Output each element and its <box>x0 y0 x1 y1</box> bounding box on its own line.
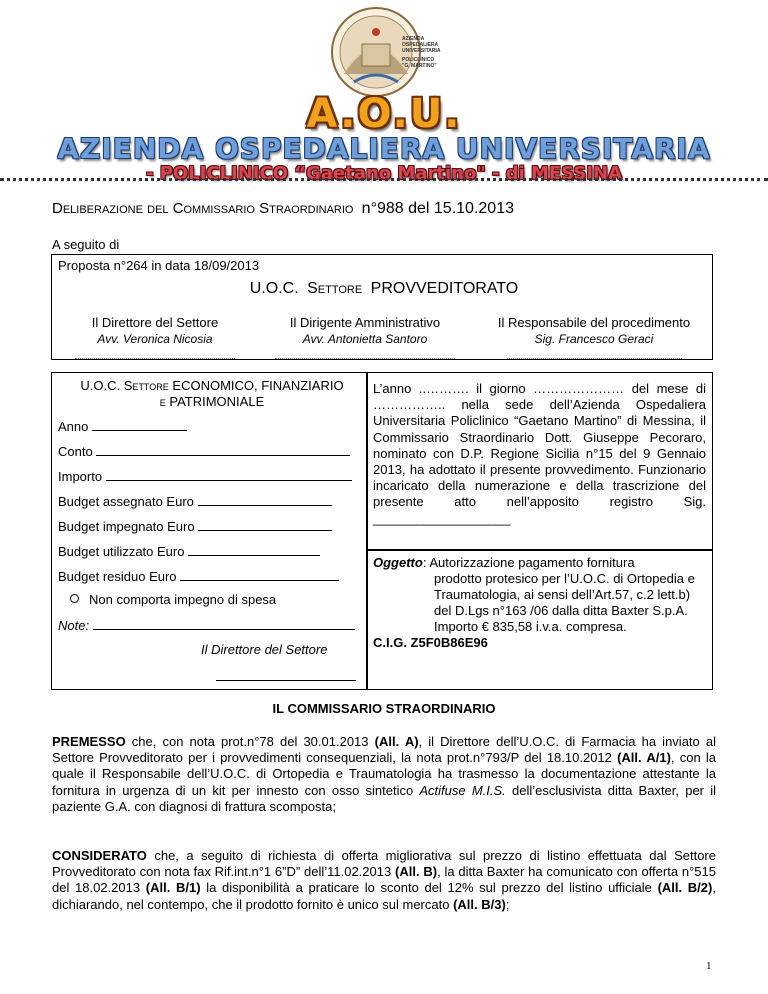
signatory-name: Avv. Antonietta Santoro <box>302 332 428 346</box>
finance-title-part: U.O.C. <box>80 378 121 393</box>
paragraph-text: , la ditta Baxter ha comunicato con offerta n°515 del 18.02.2013 <box>52 864 716 896</box>
paragraph-text: , il Direttore dell’U.O.C. di Farmacia ha inviato al Settore Provveditorato per i provvedimenti consequenziali, la nota prot.n°793/P del 18.10.2012 <box>52 734 716 766</box>
finance-director-signature-line <box>216 680 356 681</box>
paragraph-text: , con la quale il Responsabile dell’U.O.C. di Ortopedia e Traumatologia ha trasmesso la documentazione attestante la fornitura in urgenza di un kit per innesto con osso sintetico <box>52 750 716 798</box>
subject-block <box>373 555 706 651</box>
hospital-subtitle: - POLICLINICO “Gaetano Martino" - di MESSINA <box>145 163 623 184</box>
field-blank <box>180 568 339 581</box>
paragraph-lead: CONSIDERATO <box>52 848 147 863</box>
subject-divider <box>366 549 713 551</box>
field-note <box>58 617 355 633</box>
deliberation-number: n°988 del 15.10.2013 <box>361 200 514 217</box>
office-name: PROVVEDITORATO <box>370 280 519 297</box>
body-heading: IL COMMISSARIO STRAORDINARIO <box>272 701 496 716</box>
field-anno <box>58 418 187 434</box>
deliberation-title: Deliberazione del Commissario Straordinario <box>52 200 354 217</box>
field-budget-impegnato <box>58 518 332 534</box>
field-budget-residuo <box>58 568 339 584</box>
subject-line: : Autorizzazione pagamento fornitura <box>422 555 635 570</box>
paragraph-text: che, a seguito di richiesta di offerta migliorativa sul prezzo di listino effettuata dal Settore Provveditorato con nota fax Rif.int.n°1 6”D” dell’11.02.2013 <box>52 848 716 880</box>
seal-line: UNIVERSITARIA <box>402 48 441 54</box>
signature-line <box>275 358 455 359</box>
adoption-text: L’anno ..………. il giorno ………………… del mese di …………….. nella sede dell’Azienda Ospedaliera Universitaria Policlinico “Gaetano Martino” di Messina, il Commissario Straordinario Dott. Giuseppe Pecoraro, nominato con D.P. Regione Sicilia n°15 del 9 Gennaio 2013, ha adottato il presente provvedimento. Funzionario incaricato della numerazione e della trascrizione del presente atto nell’apposito registro Sig. ___________________ <box>373 381 706 526</box>
field-blank <box>93 617 355 630</box>
signatory-manager <box>260 315 470 359</box>
signature-line <box>507 358 682 359</box>
page-number: 1 <box>706 960 712 972</box>
signature-line <box>75 358 235 359</box>
field-blank <box>96 443 350 456</box>
finance-title-part: e <box>159 394 166 409</box>
attachment-ref: (All. A) <box>374 734 419 749</box>
field-label: Budget residuo Euro <box>58 569 177 584</box>
finance-title-part: Settore <box>123 378 169 393</box>
paragraph-lead: PREMESSO <box>52 734 126 749</box>
attachment-ref: (All. B/1) <box>145 880 201 896</box>
paragraph-considerato <box>52 848 716 913</box>
following-label: A seguito di <box>52 237 120 252</box>
paragraph-text: , dichiarando, nel contempo, che il prodotto fornito è unico sul mercato <box>52 880 716 912</box>
office-sector: Settore <box>307 280 363 297</box>
option-no-commitment[interactable] <box>70 592 276 607</box>
finance-section-title <box>58 378 366 410</box>
paragraph-text: che, con nota prot.n°78 del 30.01.2013 <box>125 734 375 749</box>
attachment-ref: (All. A/1) <box>617 750 671 766</box>
subject-label: Oggetto <box>373 555 423 570</box>
subject-amount: Importo € 835,58 i.v.a. compresa. <box>434 619 627 634</box>
radio-circle-icon[interactable] <box>70 594 79 603</box>
paragraph-text: dell’esclusivista ditta Baxter, per il paziente G.A. con diagnosi di frattura scomposta; <box>52 782 716 814</box>
hospital-name: AZIENDA OSPEDALIERA UNIVERSITARIA <box>57 132 711 165</box>
finance-title-part: ECONOMICO, FINANZIARIO <box>172 378 344 393</box>
seal-line: OSPEDALIERA <box>402 42 439 48</box>
field-label: Note: <box>58 618 90 633</box>
field-blank <box>106 468 352 481</box>
field-blank <box>198 518 332 531</box>
deliberation-heading <box>52 200 514 218</box>
signatory-name: Avv. Veronica Nicosia <box>97 332 213 346</box>
seal-caption <box>402 36 441 69</box>
signatory-role: Il Direttore del Settore <box>91 315 219 330</box>
signatory-role: Il Responsabile del procedimento <box>497 315 691 330</box>
product-name: Actifuse M.I.S. <box>419 782 506 798</box>
attachment-ref: (All. B) <box>395 864 438 880</box>
signatory-responsible <box>478 315 710 359</box>
office-prefix: U.O.C. <box>249 280 299 297</box>
option-label: Non comporta impegno di spesa <box>89 592 277 607</box>
paragraph-text: ; <box>505 896 510 912</box>
field-label: Conto <box>58 444 93 459</box>
field-conto <box>58 443 350 459</box>
field-label: Budget impegnato Euro <box>58 519 195 534</box>
column-divider <box>366 372 368 690</box>
field-blank <box>188 543 320 556</box>
seal-line: AZIENDA <box>402 36 425 42</box>
subject-cig: C.I.G. Z5F0B86E96 <box>373 635 488 650</box>
field-label: Anno <box>58 419 89 434</box>
field-budget-assegnato <box>58 493 332 509</box>
signatory-name: Sig. Francesco Geraci <box>534 332 654 346</box>
field-label: Importo <box>58 469 103 484</box>
office-title <box>0 280 768 298</box>
field-budget-utilizzato <box>58 543 320 559</box>
paragraph-text: la disponibilità a praticare lo sconto del 12% sul prezzo del listino ufficiale <box>200 880 658 896</box>
field-blank <box>92 418 187 431</box>
logo-acronym: A.O.U. <box>306 91 462 137</box>
subject-line: prodotto protesico per l’U.O.C. di Ortopedia e Traumatologia, ai sensi dell’Art.57, c.2 lett.b) del D.Lgs n°163 /06 dalla ditta Baxter S.p.A. <box>434 571 695 618</box>
proposal-text: Proposta n°264 in data 18/09/2013 <box>58 258 260 273</box>
field-blank <box>198 493 332 506</box>
seal-line: POLICLINICO <box>402 57 435 63</box>
field-importo <box>58 468 352 484</box>
field-label: Budget utilizzato Euro <box>58 544 185 559</box>
signatory-role: Il Dirigente Amministrativo <box>289 315 441 330</box>
finance-title-part: PATRIMONIALE <box>169 394 265 409</box>
attachment-ref: (All. B/3) <box>453 896 506 912</box>
signatory-director <box>60 315 250 359</box>
seal-line: "G. MARTINO" <box>402 63 437 69</box>
paragraph-premesso <box>52 734 716 815</box>
finance-director-label: Il Direttore del Settore <box>201 642 328 657</box>
field-label: Budget assegnato Euro <box>58 494 194 509</box>
attachment-ref: (All. B/2) <box>657 880 713 896</box>
header-divider <box>0 178 768 181</box>
